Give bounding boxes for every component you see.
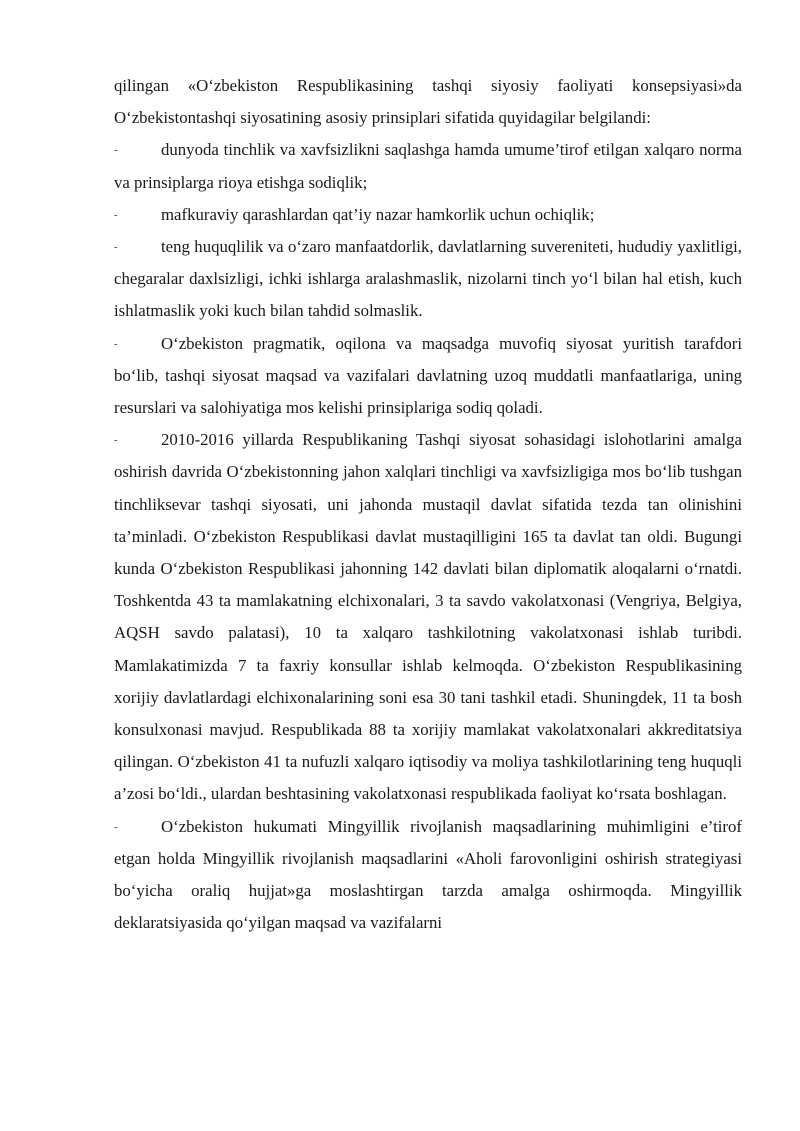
list-item bbox=[114, 328, 742, 425]
list-item-text: O‘zbekiston hukumati Mingyillik rivojlanish maqsadlarining muhimligini e’tirof etgan holda Mingyillik rivojlanish maqsadlarini «Aholi farovonligini oshirish strategiyasi bo‘yicha oraliq hujjat»ga moslashtirgan tarzda amalga oshirmoqda. Mingyillik deklaratsiyasida qo‘yilgan maqsad va vazifalarni bbox=[114, 816, 742, 933]
bullet-dash: - bbox=[114, 337, 118, 350]
list-item-text: 2010-2016 yillarda Respublikaning Tashqi siyosat sohasidagi islohotlarini amalga oshirish davrida O‘zbekistonning jahon xalqlari tinchligi va xavfsizligiga mos bo‘lib tushgan tinchliksevar tashqi siyosati, uni jahonda mustaqil davlat sifatida tezda tan olinishini ta’minladi. O‘zbekiston Respublikasi davlat mustaqilligini 165 ta davlat tan oldi. Bugungi kunda O‘zbekiston Respublikasi jahonning 142 davlati bilan diplomatik aloqalarni o‘rnatdi. Toshkentda 43 ta mamlakatning elchixonalari, 3 ta savdo vakolatxonasi (Vengriya, Belgiya, AQSH savdo palatasi), 10 ta xalqaro tashkilotning vakolatxonasi ishlab turibdi. Mamlakatimizda 7 ta faxriy konsullar ishlab kelmoqda. O‘zbekiston Respublikasining xorijiy davlatlardagi elchixonalarining soni esa 30 tani tashkil etadi. Shuningdek, 11 ta bosh konsulxonasi mavjud. Respublikada 88 ta xorijiy mamlakat vakolatxonalari akkreditatsiya qilingan. O‘zbekiston 41 ta nufuzli xalqaro iqtisodiy va moliya tashkilotlarining teng huquqli a’zosi bo‘ldi., ulardan beshtasining vakolatxonasi respublikada faoliyat ko‘rsata boshlagan. bbox=[114, 430, 742, 804]
list-item bbox=[114, 424, 742, 810]
document-page bbox=[114, 70, 742, 939]
list-item bbox=[114, 134, 742, 198]
bullet-dash: - bbox=[114, 434, 118, 447]
list-item bbox=[114, 811, 742, 940]
list-item bbox=[114, 231, 742, 328]
list-item-text: teng huquqlilik va o‘zaro manfaatdorlik, davlatlarning suvereniteti, hududiy yaxlitligi, chegaralar daxlsizligi, ichki ishlarga aralashmaslik, nizolarni tinch yo‘l bilan hal etish, kuch ishlatmaslik yoki kuch bilan tahdid solmaslik. bbox=[114, 237, 742, 321]
intro-paragraph: qilingan «O‘zbekiston Respublikasining tashqi siyosiy faoliyati konsepsiyasi»da O‘zbekistontashqi siyosatining asosiy prinsiplari sifatida quyidagilar belgilandi: bbox=[114, 76, 742, 128]
bullet-dash: - bbox=[114, 820, 118, 833]
bullet-dash: - bbox=[114, 144, 118, 157]
list-item-text: dunyoda tinchlik va xavfsizlikni saqlashga hamda umume’tirof etilgan xalqaro norma va prinsiplarga rioya etishga sodiqlik; bbox=[114, 140, 742, 192]
list-item-text: mafkuraviy qarashlardan qat’iy nazar hamkorlik uchun ochiqlik; bbox=[161, 204, 595, 224]
bullet-dash: - bbox=[114, 241, 118, 254]
bullet-dash: - bbox=[114, 208, 118, 221]
list-item-text: O‘zbekiston pragmatik, oqilona va maqsadga muvofiq siyosat yuritish tarafdori bo‘lib, tashqi siyosat maqsad va vazifalari davlatning uzoq muddatli manfaatlariga, uning resurslari va salohiyatiga mos kelishi prinsiplariga sodiq qoladi. bbox=[114, 333, 742, 418]
list-item bbox=[114, 199, 742, 231]
